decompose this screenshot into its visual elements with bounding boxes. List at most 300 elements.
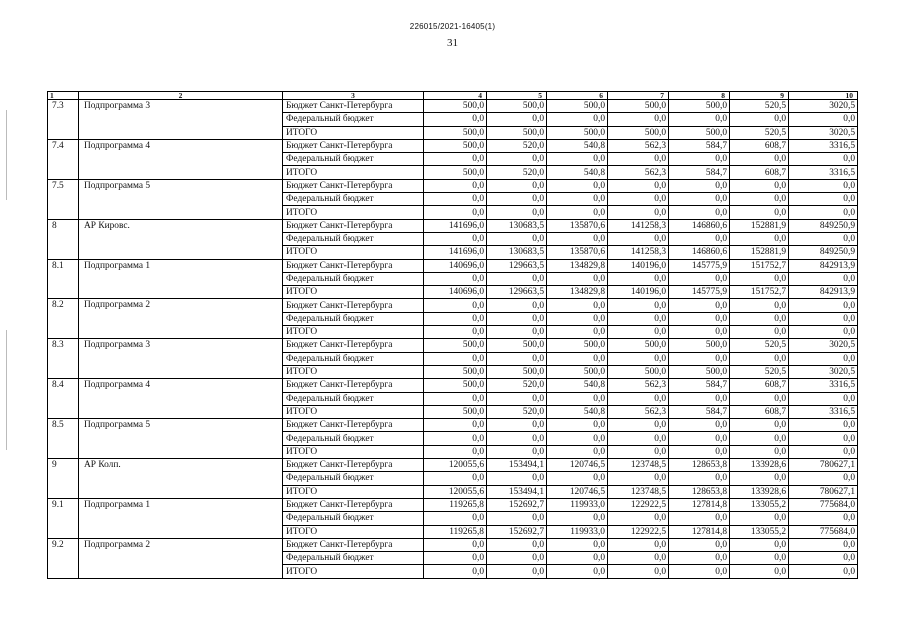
amount-cell: 0,0 bbox=[487, 352, 547, 365]
amount-cell: 3316,5 bbox=[789, 379, 858, 392]
amount-cell: 562,3 bbox=[608, 139, 669, 152]
row-code: 9 bbox=[48, 459, 79, 499]
amount-cell: 0,0 bbox=[730, 206, 789, 219]
amount-cell: 520,5 bbox=[730, 339, 789, 352]
program-name: Подпрограмма 1 bbox=[79, 259, 283, 299]
amount-cell: 0,0 bbox=[487, 299, 547, 312]
funding-source: ИТОГО bbox=[283, 365, 424, 378]
amount-cell: 500,0 bbox=[487, 339, 547, 352]
amount-cell: 0,0 bbox=[789, 312, 858, 325]
amount-cell: 146860,6 bbox=[669, 219, 730, 232]
amount-cell: 0,0 bbox=[547, 538, 608, 551]
amount-cell: 0,0 bbox=[730, 312, 789, 325]
amount-cell: 151752,7 bbox=[730, 259, 789, 272]
funding-source: ИТОГО bbox=[283, 166, 424, 179]
amount-cell: 0,0 bbox=[669, 113, 730, 126]
amount-cell: 500,0 bbox=[547, 100, 608, 113]
table-row bbox=[48, 419, 858, 432]
amount-cell: 0,0 bbox=[608, 232, 669, 245]
amount-cell: 0,0 bbox=[547, 312, 608, 325]
budget-table bbox=[47, 91, 858, 579]
column-header: 3 bbox=[283, 92, 424, 100]
amount-cell: 0,0 bbox=[789, 232, 858, 245]
amount-cell: 141696,0 bbox=[424, 246, 487, 259]
amount-cell: 0,0 bbox=[789, 392, 858, 405]
amount-cell: 0,0 bbox=[608, 326, 669, 339]
amount-cell: 500,0 bbox=[608, 100, 669, 113]
amount-cell: 119265,8 bbox=[424, 498, 487, 511]
amount-cell: 122922,5 bbox=[608, 525, 669, 538]
amount-cell: 0,0 bbox=[789, 193, 858, 206]
amount-cell: 842913,9 bbox=[789, 286, 858, 299]
amount-cell: 0,0 bbox=[547, 299, 608, 312]
column-header: 8 bbox=[669, 92, 730, 100]
amount-cell: 0,0 bbox=[789, 179, 858, 192]
funding-source: ИТОГО bbox=[283, 286, 424, 299]
amount-cell: 520,0 bbox=[487, 405, 547, 418]
amount-cell: 0,0 bbox=[487, 565, 547, 578]
amount-cell: 0,0 bbox=[547, 206, 608, 219]
amount-cell: 153494,1 bbox=[487, 485, 547, 498]
amount-cell: 0,0 bbox=[730, 392, 789, 405]
amount-cell: 0,0 bbox=[669, 432, 730, 445]
amount-cell: 0,0 bbox=[424, 153, 487, 166]
amount-cell: 500,0 bbox=[669, 100, 730, 113]
funding-source: Федеральный бюджет bbox=[283, 312, 424, 325]
amount-cell: 0,0 bbox=[669, 472, 730, 485]
amount-cell: 0,0 bbox=[424, 392, 487, 405]
amount-cell: 127814,8 bbox=[669, 525, 730, 538]
amount-cell: 0,0 bbox=[487, 472, 547, 485]
funding-source: ИТОГО bbox=[283, 405, 424, 418]
amount-cell: 520,0 bbox=[487, 166, 547, 179]
amount-cell: 0,0 bbox=[730, 326, 789, 339]
table-row bbox=[48, 219, 858, 232]
funding-source: Бюджет Санкт-Петербурга bbox=[283, 498, 424, 511]
amount-cell: 0,0 bbox=[424, 179, 487, 192]
column-header: 10 bbox=[789, 92, 858, 100]
amount-cell: 0,0 bbox=[424, 232, 487, 245]
funding-source: Бюджет Санкт-Петербурга bbox=[283, 459, 424, 472]
amount-cell: 140696,0 bbox=[424, 259, 487, 272]
amount-cell: 842913,9 bbox=[789, 259, 858, 272]
amount-cell: 0,0 bbox=[487, 232, 547, 245]
document-number: 226015/2021-16405(1) bbox=[409, 22, 496, 31]
amount-cell: 0,0 bbox=[608, 272, 669, 285]
funding-source: Бюджет Санкт-Петербурга bbox=[283, 179, 424, 192]
amount-cell: 780627,1 bbox=[789, 485, 858, 498]
program-name: АР Колп. bbox=[79, 459, 283, 499]
amount-cell: 0,0 bbox=[669, 565, 730, 578]
program-name: Подпрограмма 2 bbox=[79, 538, 283, 578]
table-row bbox=[48, 179, 858, 192]
amount-cell: 3020,5 bbox=[789, 365, 858, 378]
amount-cell: 0,0 bbox=[424, 312, 487, 325]
amount-cell: 608,7 bbox=[730, 166, 789, 179]
amount-cell: 0,0 bbox=[730, 512, 789, 525]
amount-cell: 500,0 bbox=[669, 365, 730, 378]
amount-cell: 0,0 bbox=[608, 113, 669, 126]
amount-cell: 520,5 bbox=[730, 126, 789, 139]
amount-cell: 0,0 bbox=[487, 193, 547, 206]
amount-cell: 120746,5 bbox=[547, 485, 608, 498]
amount-cell: 0,0 bbox=[730, 472, 789, 485]
amount-cell: 0,0 bbox=[669, 392, 730, 405]
amount-cell: 0,0 bbox=[547, 472, 608, 485]
amount-cell: 0,0 bbox=[487, 272, 547, 285]
amount-cell: 0,0 bbox=[669, 206, 730, 219]
funding-source: Федеральный бюджет bbox=[283, 352, 424, 365]
table-row bbox=[48, 259, 858, 272]
funding-source: Бюджет Санкт-Петербурга bbox=[283, 538, 424, 551]
table-row bbox=[48, 538, 858, 551]
funding-source: Бюджет Санкт-Петербурга bbox=[283, 379, 424, 392]
amount-cell: 3316,5 bbox=[789, 405, 858, 418]
amount-cell: 140196,0 bbox=[608, 286, 669, 299]
row-code: 9.2 bbox=[48, 538, 79, 578]
amount-cell: 129663,5 bbox=[487, 259, 547, 272]
amount-cell: 500,0 bbox=[547, 126, 608, 139]
amount-cell: 562,3 bbox=[608, 379, 669, 392]
amount-cell: 0,0 bbox=[608, 392, 669, 405]
scan-edge-line bbox=[6, 330, 7, 450]
funding-source: ИТОГО bbox=[283, 126, 424, 139]
amount-cell: 0,0 bbox=[547, 179, 608, 192]
amount-cell: 500,0 bbox=[424, 126, 487, 139]
amount-cell: 775684,0 bbox=[789, 498, 858, 511]
amount-cell: 500,0 bbox=[487, 126, 547, 139]
program-name: АР Кировс. bbox=[79, 219, 283, 259]
amount-cell: 0,0 bbox=[424, 272, 487, 285]
amount-cell: 584,7 bbox=[669, 139, 730, 152]
amount-cell: 500,0 bbox=[547, 365, 608, 378]
row-code: 9.1 bbox=[48, 498, 79, 538]
amount-cell: 134829,8 bbox=[547, 286, 608, 299]
amount-cell: 0,0 bbox=[608, 299, 669, 312]
row-code: 7.5 bbox=[48, 179, 79, 219]
amount-cell: 0,0 bbox=[730, 179, 789, 192]
amount-cell: 0,0 bbox=[789, 552, 858, 565]
amount-cell: 0,0 bbox=[424, 538, 487, 551]
amount-cell: 500,0 bbox=[547, 339, 608, 352]
amount-cell: 0,0 bbox=[547, 193, 608, 206]
program-name: Подпрограмма 3 bbox=[79, 100, 283, 140]
amount-cell: 0,0 bbox=[730, 113, 789, 126]
amount-cell: 0,0 bbox=[424, 552, 487, 565]
amount-cell: 145775,9 bbox=[669, 259, 730, 272]
amount-cell: 3020,5 bbox=[789, 100, 858, 113]
amount-cell: 540,8 bbox=[547, 139, 608, 152]
amount-cell: 500,0 bbox=[424, 379, 487, 392]
amount-cell: 0,0 bbox=[487, 512, 547, 525]
funding-source: Федеральный бюджет bbox=[283, 113, 424, 126]
funding-source: Федеральный бюджет bbox=[283, 512, 424, 525]
amount-cell: 584,7 bbox=[669, 405, 730, 418]
amount-cell: 608,7 bbox=[730, 139, 789, 152]
amount-cell: 0,0 bbox=[424, 565, 487, 578]
amount-cell: 3020,5 bbox=[789, 126, 858, 139]
amount-cell: 0,0 bbox=[730, 419, 789, 432]
amount-cell: 0,0 bbox=[730, 299, 789, 312]
amount-cell: 0,0 bbox=[608, 565, 669, 578]
amount-cell: 0,0 bbox=[789, 113, 858, 126]
amount-cell: 540,8 bbox=[547, 405, 608, 418]
amount-cell: 0,0 bbox=[730, 552, 789, 565]
amount-cell: 135870,6 bbox=[547, 246, 608, 259]
program-name: Подпрограмма 3 bbox=[79, 339, 283, 379]
amount-cell: 0,0 bbox=[424, 432, 487, 445]
table-row bbox=[48, 100, 858, 113]
amount-cell: 0,0 bbox=[547, 272, 608, 285]
amount-cell: 152881,9 bbox=[730, 246, 789, 259]
funding-source: ИТОГО bbox=[283, 326, 424, 339]
amount-cell: 133928,6 bbox=[730, 485, 789, 498]
amount-cell: 0,0 bbox=[487, 392, 547, 405]
amount-cell: 0,0 bbox=[608, 193, 669, 206]
amount-cell: 0,0 bbox=[608, 432, 669, 445]
row-code: 8.5 bbox=[48, 419, 79, 459]
amount-cell: 0,0 bbox=[789, 206, 858, 219]
amount-cell: 520,5 bbox=[730, 100, 789, 113]
scan-edge-line bbox=[6, 110, 7, 200]
amount-cell: 146860,6 bbox=[669, 246, 730, 259]
amount-cell: 0,0 bbox=[424, 113, 487, 126]
amount-cell: 128653,8 bbox=[669, 459, 730, 472]
funding-source: Бюджет Санкт-Петербурга bbox=[283, 299, 424, 312]
funding-source: ИТОГО bbox=[283, 445, 424, 458]
amount-cell: 608,7 bbox=[730, 379, 789, 392]
amount-cell: 123748,5 bbox=[608, 459, 669, 472]
amount-cell: 0,0 bbox=[730, 272, 789, 285]
amount-cell: 0,0 bbox=[789, 272, 858, 285]
program-name: Подпрограмма 5 bbox=[79, 179, 283, 219]
amount-cell: 0,0 bbox=[608, 419, 669, 432]
amount-cell: 151752,7 bbox=[730, 286, 789, 299]
amount-cell: 0,0 bbox=[730, 153, 789, 166]
table-row bbox=[48, 139, 858, 152]
amount-cell: 0,0 bbox=[547, 232, 608, 245]
amount-cell: 0,0 bbox=[730, 432, 789, 445]
amount-cell: 0,0 bbox=[669, 312, 730, 325]
amount-cell: 152692,7 bbox=[487, 525, 547, 538]
amount-cell: 0,0 bbox=[669, 552, 730, 565]
amount-cell: 500,0 bbox=[487, 100, 547, 113]
column-header: 4 bbox=[424, 92, 487, 100]
amount-cell: 0,0 bbox=[669, 445, 730, 458]
amount-cell: 135870,6 bbox=[547, 219, 608, 232]
row-code: 7.4 bbox=[48, 139, 79, 179]
amount-cell: 0,0 bbox=[487, 552, 547, 565]
amount-cell: 0,0 bbox=[487, 538, 547, 551]
amount-cell: 0,0 bbox=[487, 153, 547, 166]
amount-cell: 0,0 bbox=[608, 352, 669, 365]
funding-source: ИТОГО bbox=[283, 485, 424, 498]
amount-cell: 122922,5 bbox=[608, 498, 669, 511]
amount-cell: 0,0 bbox=[669, 179, 730, 192]
amount-cell: 0,0 bbox=[730, 193, 789, 206]
amount-cell: 0,0 bbox=[608, 552, 669, 565]
amount-cell: 0,0 bbox=[608, 512, 669, 525]
program-name: Подпрограмма 1 bbox=[79, 498, 283, 538]
funding-source: Бюджет Санкт-Петербурга bbox=[283, 259, 424, 272]
funding-source: Бюджет Санкт-Петербурга bbox=[283, 339, 424, 352]
amount-cell: 780627,1 bbox=[789, 459, 858, 472]
funding-source: Федеральный бюджет bbox=[283, 232, 424, 245]
amount-cell: 0,0 bbox=[547, 432, 608, 445]
amount-cell: 0,0 bbox=[669, 193, 730, 206]
amount-cell: 119265,8 bbox=[424, 525, 487, 538]
amount-cell: 0,0 bbox=[547, 419, 608, 432]
row-code: 8.3 bbox=[48, 339, 79, 379]
amount-cell: 130683,5 bbox=[487, 219, 547, 232]
amount-cell: 849250,9 bbox=[789, 246, 858, 259]
row-code: 8.2 bbox=[48, 299, 79, 339]
amount-cell: 0,0 bbox=[547, 392, 608, 405]
amount-cell: 0,0 bbox=[669, 232, 730, 245]
amount-cell: 0,0 bbox=[789, 419, 858, 432]
row-code: 8 bbox=[48, 219, 79, 259]
amount-cell: 0,0 bbox=[547, 113, 608, 126]
amount-cell: 0,0 bbox=[547, 445, 608, 458]
amount-cell: 500,0 bbox=[424, 100, 487, 113]
amount-cell: 0,0 bbox=[669, 512, 730, 525]
amount-cell: 0,0 bbox=[730, 445, 789, 458]
amount-cell: 0,0 bbox=[424, 193, 487, 206]
amount-cell: 0,0 bbox=[730, 352, 789, 365]
column-number-row bbox=[48, 92, 858, 100]
funding-source: Бюджет Санкт-Петербурга bbox=[283, 219, 424, 232]
amount-cell: 500,0 bbox=[608, 365, 669, 378]
amount-cell: 0,0 bbox=[669, 272, 730, 285]
amount-cell: 0,0 bbox=[669, 153, 730, 166]
amount-cell: 0,0 bbox=[487, 179, 547, 192]
amount-cell: 0,0 bbox=[547, 512, 608, 525]
funding-source: ИТОГО bbox=[283, 206, 424, 219]
amount-cell: 500,0 bbox=[424, 365, 487, 378]
amount-cell: 500,0 bbox=[608, 126, 669, 139]
column-header: 7 bbox=[608, 92, 669, 100]
amount-cell: 134829,8 bbox=[547, 259, 608, 272]
amount-cell: 130683,5 bbox=[487, 246, 547, 259]
amount-cell: 0,0 bbox=[608, 206, 669, 219]
table-row bbox=[48, 299, 858, 312]
amount-cell: 500,0 bbox=[669, 126, 730, 139]
amount-cell: 0,0 bbox=[547, 565, 608, 578]
table-row bbox=[48, 459, 858, 472]
amount-cell: 584,7 bbox=[669, 166, 730, 179]
amount-cell: 0,0 bbox=[487, 206, 547, 219]
amount-cell: 0,0 bbox=[424, 352, 487, 365]
amount-cell: 0,0 bbox=[424, 512, 487, 525]
amount-cell: 3316,5 bbox=[789, 166, 858, 179]
column-header: 1 bbox=[48, 92, 79, 100]
amount-cell: 0,0 bbox=[789, 326, 858, 339]
amount-cell: 123748,5 bbox=[608, 485, 669, 498]
amount-cell: 152692,7 bbox=[487, 498, 547, 511]
amount-cell: 0,0 bbox=[424, 206, 487, 219]
amount-cell: 0,0 bbox=[730, 565, 789, 578]
amount-cell: 0,0 bbox=[608, 312, 669, 325]
amount-cell: 120055,6 bbox=[424, 485, 487, 498]
program-name: Подпрограмма 4 bbox=[79, 379, 283, 419]
amount-cell: 141696,0 bbox=[424, 219, 487, 232]
amount-cell: 0,0 bbox=[608, 472, 669, 485]
amount-cell: 133928,6 bbox=[730, 459, 789, 472]
amount-cell: 0,0 bbox=[789, 565, 858, 578]
amount-cell: 119933,0 bbox=[547, 498, 608, 511]
amount-cell: 0,0 bbox=[789, 299, 858, 312]
column-header: 6 bbox=[547, 92, 608, 100]
amount-cell: 145775,9 bbox=[669, 286, 730, 299]
funding-source: ИТОГО bbox=[283, 246, 424, 259]
amount-cell: 540,8 bbox=[547, 379, 608, 392]
amount-cell: 500,0 bbox=[487, 365, 547, 378]
amount-cell: 0,0 bbox=[669, 352, 730, 365]
funding-source: ИТОГО bbox=[283, 525, 424, 538]
amount-cell: 133055,2 bbox=[730, 525, 789, 538]
row-code: 8.1 bbox=[48, 259, 79, 299]
amount-cell: 0,0 bbox=[789, 512, 858, 525]
amount-cell: 608,7 bbox=[730, 405, 789, 418]
funding-source: Федеральный бюджет bbox=[283, 552, 424, 565]
table-row bbox=[48, 339, 858, 352]
funding-source: Федеральный бюджет bbox=[283, 153, 424, 166]
amount-cell: 0,0 bbox=[730, 538, 789, 551]
program-name: Подпрограмма 5 bbox=[79, 419, 283, 459]
amount-cell: 562,3 bbox=[608, 405, 669, 418]
amount-cell: 129663,5 bbox=[487, 286, 547, 299]
table-body bbox=[48, 100, 858, 579]
amount-cell: 140696,0 bbox=[424, 286, 487, 299]
amount-cell: 520,5 bbox=[730, 365, 789, 378]
page-number: 31 bbox=[447, 37, 458, 49]
amount-cell: 0,0 bbox=[608, 153, 669, 166]
amount-cell: 141258,3 bbox=[608, 219, 669, 232]
amount-cell: 500,0 bbox=[424, 405, 487, 418]
column-header: 5 bbox=[487, 92, 547, 100]
amount-cell: 0,0 bbox=[487, 113, 547, 126]
amount-cell: 0,0 bbox=[487, 445, 547, 458]
amount-cell: 500,0 bbox=[424, 339, 487, 352]
amount-cell: 3316,5 bbox=[789, 139, 858, 152]
program-name: Подпрограмма 2 bbox=[79, 299, 283, 339]
amount-cell: 0,0 bbox=[789, 538, 858, 551]
table-row bbox=[48, 379, 858, 392]
amount-cell: 0,0 bbox=[789, 352, 858, 365]
amount-cell: 0,0 bbox=[424, 326, 487, 339]
amount-cell: 120055,6 bbox=[424, 459, 487, 472]
amount-cell: 584,7 bbox=[669, 379, 730, 392]
amount-cell: 0,0 bbox=[424, 445, 487, 458]
funding-source: Бюджет Санкт-Петербурга bbox=[283, 419, 424, 432]
amount-cell: 0,0 bbox=[669, 326, 730, 339]
amount-cell: 540,8 bbox=[547, 166, 608, 179]
funding-source: Бюджет Санкт-Петербурга bbox=[283, 139, 424, 152]
funding-source: Федеральный бюджет bbox=[283, 432, 424, 445]
amount-cell: 500,0 bbox=[608, 339, 669, 352]
amount-cell: 500,0 bbox=[669, 339, 730, 352]
amount-cell: 0,0 bbox=[669, 538, 730, 551]
amount-cell: 127814,8 bbox=[669, 498, 730, 511]
amount-cell: 152881,9 bbox=[730, 219, 789, 232]
amount-cell: 0,0 bbox=[487, 326, 547, 339]
amount-cell: 0,0 bbox=[789, 445, 858, 458]
amount-cell: 140196,0 bbox=[608, 259, 669, 272]
amount-cell: 128653,8 bbox=[669, 485, 730, 498]
amount-cell: 0,0 bbox=[730, 232, 789, 245]
funding-source: Бюджет Санкт-Петербурга bbox=[283, 100, 424, 113]
funding-source: Федеральный бюджет bbox=[283, 272, 424, 285]
